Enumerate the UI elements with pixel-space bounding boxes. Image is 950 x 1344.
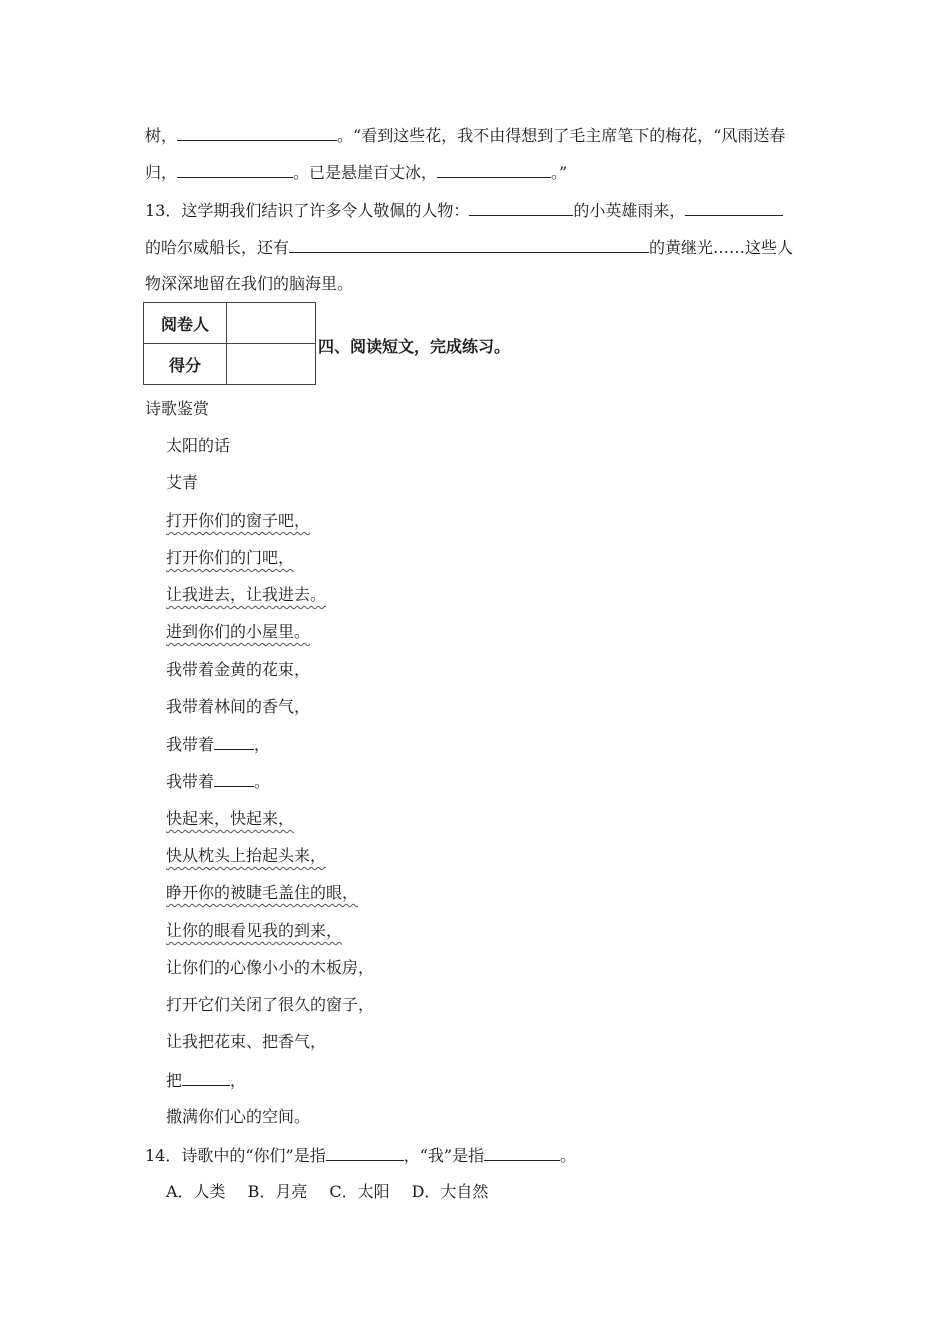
poem-line: 让我把花束、把香气， — [166, 1032, 327, 1051]
score-cell[interactable] — [227, 344, 316, 385]
answer-blank[interactable] — [326, 1144, 404, 1161]
answer-blank[interactable] — [289, 236, 649, 253]
q12-line2: 归， 。已是悬崖百丈冰， 。” — [145, 163, 568, 182]
q12-line1: 树， 。“看到这些花，我不由得想到了毛主席笔下的梅花，“风雨送春 — [145, 126, 786, 145]
poem-author: 艾青 — [166, 473, 199, 492]
answer-blank[interactable] — [177, 124, 337, 141]
q13-line1: 13．这学期我们结识了许多令人敬佩的人物： 的小英雄雨来， — [145, 199, 783, 222]
answer-blank[interactable] — [182, 1069, 230, 1086]
answer-blank[interactable] — [469, 199, 573, 216]
poem-line: 我带着 。 — [166, 772, 271, 791]
poem-line: 撒满你们心的空间。 — [166, 1107, 311, 1126]
poem-line: 快起来，快起来， — [166, 809, 295, 828]
answer-blank[interactable] — [437, 161, 551, 178]
poem-line: 把 ， — [166, 1071, 247, 1090]
answer-blank[interactable] — [177, 161, 293, 178]
poem-title: 太阳的话 — [166, 436, 231, 455]
answer-blank[interactable] — [214, 733, 254, 750]
score-label: 得分 — [144, 344, 227, 385]
poem-line: 让你们的心像小小的木板房， — [166, 958, 375, 977]
score-table — [143, 302, 316, 385]
reviewer-cell[interactable] — [227, 303, 316, 344]
poem-line: 打开你们的窗子吧， — [166, 511, 311, 530]
poem-line: 我带着 ， — [166, 735, 271, 754]
answer-blank[interactable] — [484, 1144, 560, 1161]
reviewer-label: 阅卷人 — [144, 303, 227, 344]
poem-line: 让你的眼看见我的到来， — [166, 921, 343, 940]
option-d[interactable]: D．大自然 — [411, 1182, 489, 1201]
poem-line: 快从枕头上抬起头来， — [166, 846, 327, 865]
answer-blank[interactable] — [685, 199, 783, 216]
poem-line: 打开它们关闭了很久的窗子， — [166, 995, 375, 1014]
poem-line: 让我进去，让我进去。 — [166, 585, 327, 604]
option-b[interactable]: B．月亮 — [247, 1182, 308, 1201]
poem-line: 睁开你的被睫毛盖住的眼， — [166, 883, 359, 902]
poem-line: 我带着金黄的花束， — [166, 660, 311, 679]
option-c[interactable]: C．太阳 — [329, 1182, 390, 1201]
option-a[interactable]: A．人类 — [166, 1182, 226, 1201]
q13-line3: 物深深地留在我们的脑海里。 — [145, 274, 354, 293]
q14-prompt: 14．诗歌中的“你们”是指 ，“我”是指 。 — [145, 1146, 577, 1165]
q13-line2: 的哈尔威船长，还有 的黄继光……这些人 — [145, 238, 794, 257]
poem-line: 打开你们的门吧， — [166, 548, 295, 567]
section-heading: 四、阅读短文，完成练习。 — [318, 337, 511, 356]
q14-options — [166, 1181, 488, 1203]
answer-blank[interactable] — [214, 770, 254, 787]
poem-line: 进到你们的小屋里。 — [166, 622, 311, 641]
poem-line: 我带着林间的香气， — [166, 697, 311, 716]
poem-category: 诗歌鉴赏 — [145, 399, 210, 418]
